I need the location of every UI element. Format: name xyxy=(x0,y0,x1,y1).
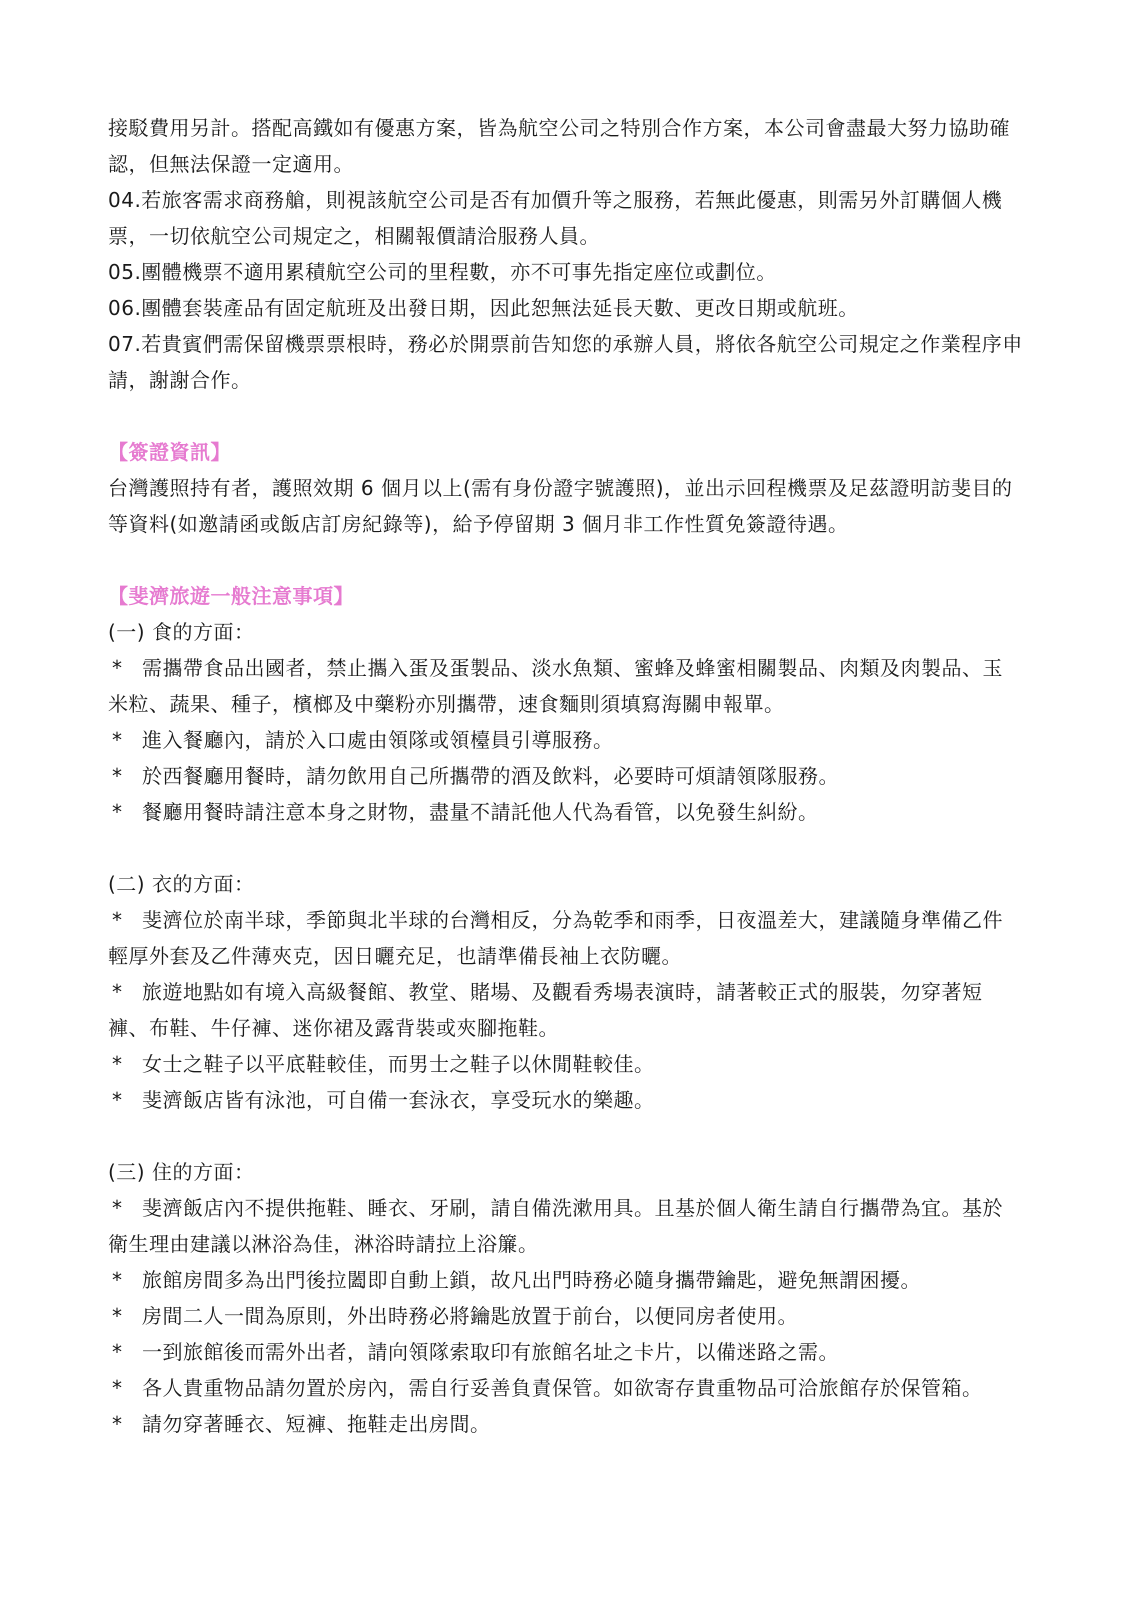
list-item-text: 餐廳用餐時請注意本身之財物，盡量不請託他人代為看管，以免發生糾紛。 xyxy=(142,800,819,824)
bullet-marker: * xyxy=(112,1340,123,1364)
list-item-text: 旅館房間多為出門後拉闔即自動上鎖，故凡出門時務必隨身攜帶鑰匙，避免無謂困擾。 xyxy=(142,1268,921,1292)
bullet-marker: * xyxy=(112,1412,123,1436)
bullet-marker: * xyxy=(112,764,123,788)
list-item-text: 旅遊地點如有境入高級餐館、教堂、賭場、及觀看秀場表演時，請著較正式的服裝，勿穿著短褲、布鞋、牛仔褲、迷你裙及露背裝或夾腳拖鞋。 xyxy=(108,980,983,1040)
list-item xyxy=(108,1262,1023,1298)
visa-heading: 【簽證資訊】 xyxy=(108,440,231,464)
bullet-marker: * xyxy=(112,1304,123,1328)
food-section-title: (一) 食的方面： xyxy=(108,620,255,644)
spacer xyxy=(108,830,1023,866)
list-item xyxy=(108,722,1023,758)
bullet-marker: * xyxy=(112,1088,123,1112)
spacer xyxy=(108,398,1023,434)
list-item-text: 房間二人一間為原則，外出時務必將鑰匙放置于前台，以便同房者使用。 xyxy=(142,1304,798,1328)
list-item xyxy=(108,1370,1023,1406)
list-item xyxy=(108,974,1023,1046)
bullet-marker: * xyxy=(112,800,123,824)
lodging-section-title: (三) 住的方面： xyxy=(108,1160,255,1184)
list-item xyxy=(108,902,1023,974)
list-item-text: 於西餐廳用餐時，請勿飲用自己所攜帶的酒及飲料，必要時可煩請領隊服務。 xyxy=(142,764,839,788)
bullet-marker: * xyxy=(112,1196,123,1220)
business-class-note: 04.若旅客需求商務艙，則視該航空公司是否有加價升等之服務，若無此優惠，則需另外訂購個人機票，一切依航空公司規定之，相關報價請洽服務人員。 xyxy=(108,188,1003,248)
clothing-section-title: (二) 衣的方面： xyxy=(108,872,255,896)
bullet-marker: * xyxy=(112,1268,123,1292)
list-item xyxy=(108,1082,1023,1118)
mileage-note: 05.團體機票不適用累積航空公司的里程數，亦不可事先指定座位或劃位。 xyxy=(108,260,777,284)
list-item xyxy=(108,650,1023,722)
bullet-marker: * xyxy=(112,656,123,680)
list-item-text: 女士之鞋子以平底鞋較佳，而男士之鞋子以休閒鞋較佳。 xyxy=(142,1052,655,1076)
bullet-marker: * xyxy=(112,1052,123,1076)
list-item-text: 需攜帶食品出國者，禁止攜入蛋及蛋製品、淡水魚類、蜜蜂及蜂蜜相關製品、肉類及肉製品、玉米粒、蔬果、種子，檳榔及中藥粉亦別攜帶，速食麵則須填寫海關申報單。 xyxy=(108,656,1003,716)
fixed-flight-note: 06.團體套裝產品有固定航班及出發日期，因此恕無法延長天數、更改日期或航班。 xyxy=(108,296,859,320)
list-item xyxy=(108,794,1023,830)
list-item xyxy=(108,1298,1023,1334)
spacer xyxy=(108,542,1023,578)
list-item-text: 各人貴重物品請勿置於房內，需自行妥善負責保管。如欲寄存貴重物品可洽旅館存於保管箱。 xyxy=(142,1376,983,1400)
bullet-marker: * xyxy=(112,728,123,752)
list-item-text: 進入餐廳內，請於入口處由領隊或領檯員引導服務。 xyxy=(142,728,614,752)
list-item-text: 斐濟位於南半球，季節與北半球的台灣相反，分為乾季和雨季，日夜溫差大，建議隨身準備乙件輕厚外套及乙件薄夾克，因日曬充足，也請準備長袖上衣防曬。 xyxy=(108,908,1003,968)
list-item xyxy=(108,1046,1023,1082)
list-item-text: 斐濟飯店皆有泳池，可自備一套泳衣，享受玩水的樂趣。 xyxy=(142,1088,655,1112)
shuttle-fee-paragraph: 接駁費用另計。搭配高鐵如有優惠方案，皆為航空公司之特別合作方案，本公司會盡最大努力協助確認，但無法保證一定適用。 xyxy=(108,116,1010,176)
list-item xyxy=(108,758,1023,794)
list-item xyxy=(108,1334,1023,1370)
list-item-text: 一到旅館後而需外出者，請向領隊索取印有旅館名址之卡片，以備迷路之需。 xyxy=(142,1340,839,1364)
ticket-stub-note: 07.若貴賓們需保留機票票根時，務必於開票前告知您的承辦人員，將依各航空公司規定之作業程序申請，謝謝合作。 xyxy=(108,332,1023,392)
list-item xyxy=(108,1190,1023,1262)
fiji-notes-heading: 【斐濟旅遊一般注意事項】 xyxy=(108,584,354,608)
bullet-marker: * xyxy=(112,1376,123,1400)
bullet-marker: * xyxy=(112,980,123,1004)
spacer xyxy=(108,1118,1023,1154)
list-item-text: 斐濟飯店內不提供拖鞋、睡衣、牙刷，請自備洗漱用具。且基於個人衛生請自行攜帶為宜。基於衛生理由建議以淋浴為佳，淋浴時請拉上浴簾。 xyxy=(108,1196,1003,1256)
bullet-marker: * xyxy=(112,908,123,932)
list-item-text: 請勿穿著睡衣、短褲、拖鞋走出房間。 xyxy=(142,1412,491,1436)
visa-text: 台灣護照持有者，護照效期 6 個月以上(需有身份證字號護照)，並出示回程機票及足茲證明訪斐目的等資料(如邀請函或飯店訂房紀錄等)，給予停留期 3 個月非工作性質免簽證待遇。 xyxy=(108,476,1013,536)
list-item xyxy=(108,1406,1023,1442)
